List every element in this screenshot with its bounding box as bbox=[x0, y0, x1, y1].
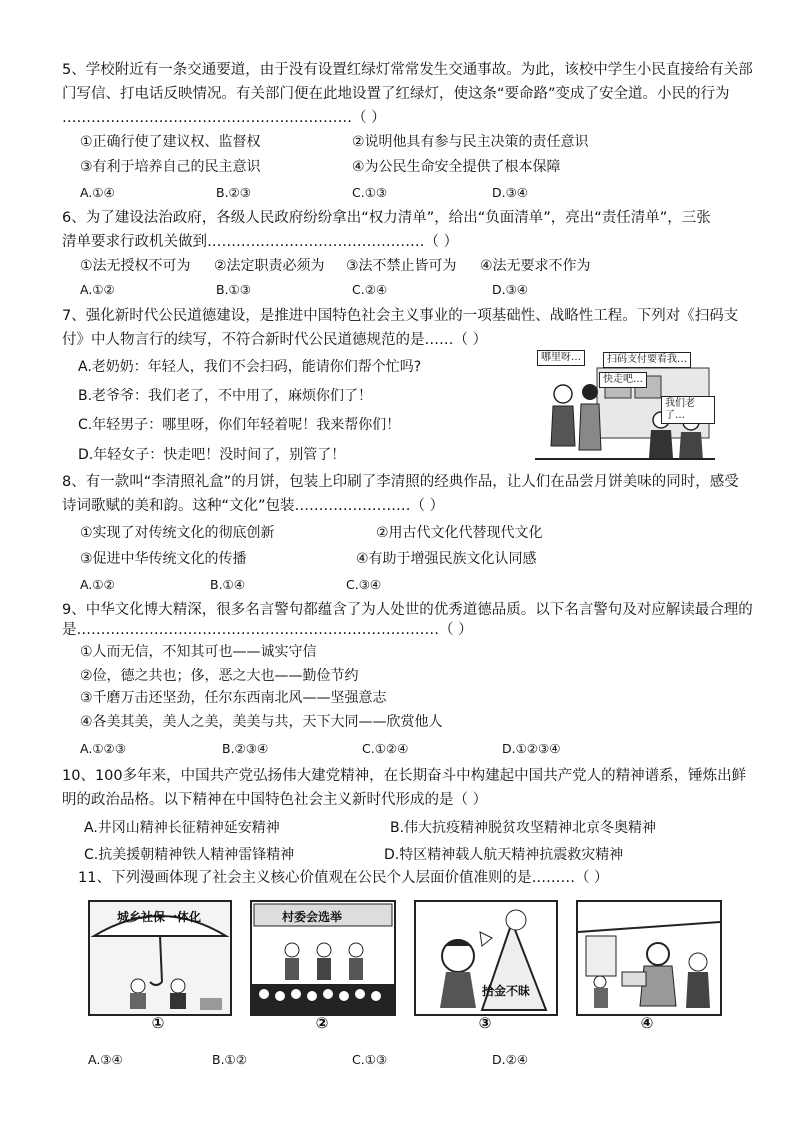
q7-cartoon-title: 扫码支付要看我… bbox=[603, 352, 691, 368]
q10-stem-line1: 10、100多年来，中国共产党弘扬伟大建党精神，在长期奋斗中构建起中国共产党人的精神谱系，锤炼出鲜 bbox=[62, 768, 747, 784]
q6-choice-a[interactable]: A.①② bbox=[80, 282, 115, 297]
q6-option-3: ③法不禁止皆可为 bbox=[346, 258, 457, 274]
q9-choice-c[interactable]: C.①②④ bbox=[362, 741, 409, 756]
q11-cartoon-2 bbox=[250, 900, 396, 1016]
q8-stem-line1: 8、有一款叫“李清照礼盒”的月饼，包装上印刷了李清照的经典作品，让人们在品尝月饼美味的同时，感受 bbox=[62, 474, 739, 490]
q5-option-1: ①正确行使了建议权、监督权 bbox=[80, 134, 261, 150]
q11-cartoon-1-number: ① bbox=[151, 1014, 165, 1032]
q11-cartoon-3 bbox=[414, 900, 558, 1016]
q9-choice-a[interactable]: A.①②③ bbox=[80, 741, 126, 756]
q5-stem-line3: ……………………………………………………（ ） bbox=[62, 110, 386, 126]
q5-option-2: ②说明他具有参与民主决策的责任意识 bbox=[352, 134, 589, 150]
q6-option-1: ①法无授权不可为 bbox=[80, 258, 191, 274]
q5-option-3: ③有利于培养自己的民主意识 bbox=[80, 159, 261, 175]
q7-cartoon-bubble-1: 哪里呀… bbox=[537, 350, 585, 366]
q8-choice-c[interactable]: C.③④ bbox=[346, 577, 382, 592]
q7-choice-b[interactable]: B.老爷爷：我们老了，不中用了，麻烦你们了！ bbox=[78, 388, 373, 404]
q10-choice-d[interactable]: D.特区精神载人航天精神抗震救灾精神 bbox=[384, 847, 624, 863]
q9-option-4: ④各美其美，美人之美，美美与共，天下大同——欣赏他人 bbox=[80, 714, 443, 730]
q11-stem: 11、下列漫画体现了社会主义核心价值观在公民个人层面价值准则的是………（ ） bbox=[78, 870, 609, 886]
q11-cartoon-2-label: 村委会选举 bbox=[282, 910, 343, 924]
q7-cartoon-bubble-2: 快走吧… bbox=[599, 372, 647, 388]
q6-stem-line1: 6、为了建设法治政府，各级人民政府纷纷拿出“权力清单”，给出“负面清单”，亮出“责任清单”，三张 bbox=[62, 210, 711, 226]
q9-stem-line2: 是…………………………………………………………………（ ） bbox=[62, 622, 473, 638]
q8-option-3: ③促进中华传统文化的传播 bbox=[80, 551, 247, 567]
q9-stem-line1: 9、中华文化博大精深，很多名言警句都蕴含了为人处世的优秀道德品质。以下名言警句及对应解读最合理的 bbox=[62, 602, 753, 618]
q11-cartoon-4-drawing bbox=[578, 902, 720, 1014]
q5-choice-d[interactable]: D.③④ bbox=[492, 185, 529, 200]
q6-option-2: ②法定职责必须为 bbox=[214, 258, 325, 274]
q8-option-4: ④有助于增强民族文化认同感 bbox=[356, 551, 537, 567]
q7-stem-line1: 7、强化新时代公民道德建设，是推进中国特色社会主义事业的一项基础性、战略性工程。下列对《扫码支 bbox=[62, 308, 739, 324]
q7-cartoon-bubble-3: 我们老了… bbox=[661, 396, 715, 424]
q10-choice-c[interactable]: C.抗美援朝精神铁人精神雷锋精神 bbox=[84, 847, 295, 863]
q10-choice-a[interactable]: A.井冈山精神长征精神延安精神 bbox=[84, 820, 280, 836]
q7-choice-a[interactable]: A.老奶奶：年轻人，我们不会扫码，能请你们帮个忙吗? bbox=[78, 359, 422, 375]
q8-choice-a[interactable]: A.①② bbox=[80, 577, 115, 592]
q8-choice-b[interactable]: B.①④ bbox=[210, 577, 245, 592]
q5-option-4: ④为公民生命安全提供了根本保障 bbox=[352, 159, 561, 175]
q11-choice-a[interactable]: A.③④ bbox=[88, 1052, 123, 1067]
q5-choice-c[interactable]: C.①③ bbox=[352, 185, 388, 200]
q11-choice-c[interactable]: C.①③ bbox=[352, 1052, 388, 1067]
q6-choice-b[interactable]: B.①③ bbox=[216, 282, 251, 297]
q6-choice-d[interactable]: D.③④ bbox=[492, 282, 529, 297]
q8-stem-line2: 诗词歌赋的美和韵。这种“文化”包装……………………（ ） bbox=[62, 498, 445, 514]
q10-choice-b[interactable]: B.伟大抗疫精神脱贫攻坚精神北京冬奥精神 bbox=[390, 820, 657, 836]
q6-stem-line2: 清单要求行政机关做到………………………………………（ ） bbox=[62, 234, 459, 250]
q5-stem-line1: 5、学校附近有一条交通要道，由于没有设置红绿灯常常发生交通事故。为此，该校中学生小民直接给有关部 bbox=[62, 62, 753, 78]
q11-cartoon-4-number: ④ bbox=[640, 1014, 654, 1032]
q6-choice-c[interactable]: C.②④ bbox=[352, 282, 388, 297]
q11-cartoon-3-label: 拾金不昧 bbox=[482, 984, 531, 998]
q9-choice-b[interactable]: B.②③④ bbox=[222, 741, 269, 756]
q10-stem-line2: 明的政治品格。以下精神在中国特色社会主义新时代形成的是（ ） bbox=[62, 792, 488, 808]
q11-cartoon-3-number: ③ bbox=[478, 1014, 492, 1032]
q9-option-1: ①人而无信，不知其可也——诚实守信 bbox=[80, 644, 317, 660]
q11-cartoon-1-label: 城乡社保一体化 bbox=[116, 910, 201, 924]
q9-choice-d[interactable]: D.①②③④ bbox=[502, 741, 561, 756]
q11-choice-b[interactable]: B.①② bbox=[212, 1052, 247, 1067]
q9-option-3: ③千磨万击还坚劲，任尔东西南北风——坚强意志 bbox=[80, 690, 387, 706]
q5-choice-a[interactable]: A.①④ bbox=[80, 185, 115, 200]
q9-option-2: ②俭，德之共也；侈，恶之大也——勤俭节约 bbox=[80, 668, 359, 684]
q11-choice-d[interactable]: D.②④ bbox=[492, 1052, 529, 1067]
q7-choice-c[interactable]: C.年轻男子：哪里呀，你们年轻着呢！我来帮你们！ bbox=[78, 417, 401, 433]
q11-cartoon-4 bbox=[576, 900, 722, 1016]
q6-option-4: ④法无要求不作为 bbox=[480, 258, 591, 274]
q8-option-1: ①实现了对传统文化的彻底创新 bbox=[80, 525, 275, 541]
q7-cartoon bbox=[535, 346, 715, 462]
q7-choice-d[interactable]: D.年轻女子：快走吧！没时间了，别管了！ bbox=[78, 447, 346, 463]
q5-stem-line2: 门写信、打电话反映情况。有关部门便在此地设置了红绿灯，使这条“要命路”变成了安全道。小民的行为 bbox=[62, 86, 730, 102]
q11-cartoon-2-number: ② bbox=[315, 1014, 329, 1032]
q7-stem-line2: 付》中人物言行的续写，不符合新时代公民道德规范的是……（ ） bbox=[62, 332, 488, 348]
q5-choice-b[interactable]: B.②③ bbox=[216, 185, 251, 200]
q8-option-2: ②用古代文化代替现代文化 bbox=[376, 525, 543, 541]
q11-cartoon-1 bbox=[88, 900, 232, 1016]
